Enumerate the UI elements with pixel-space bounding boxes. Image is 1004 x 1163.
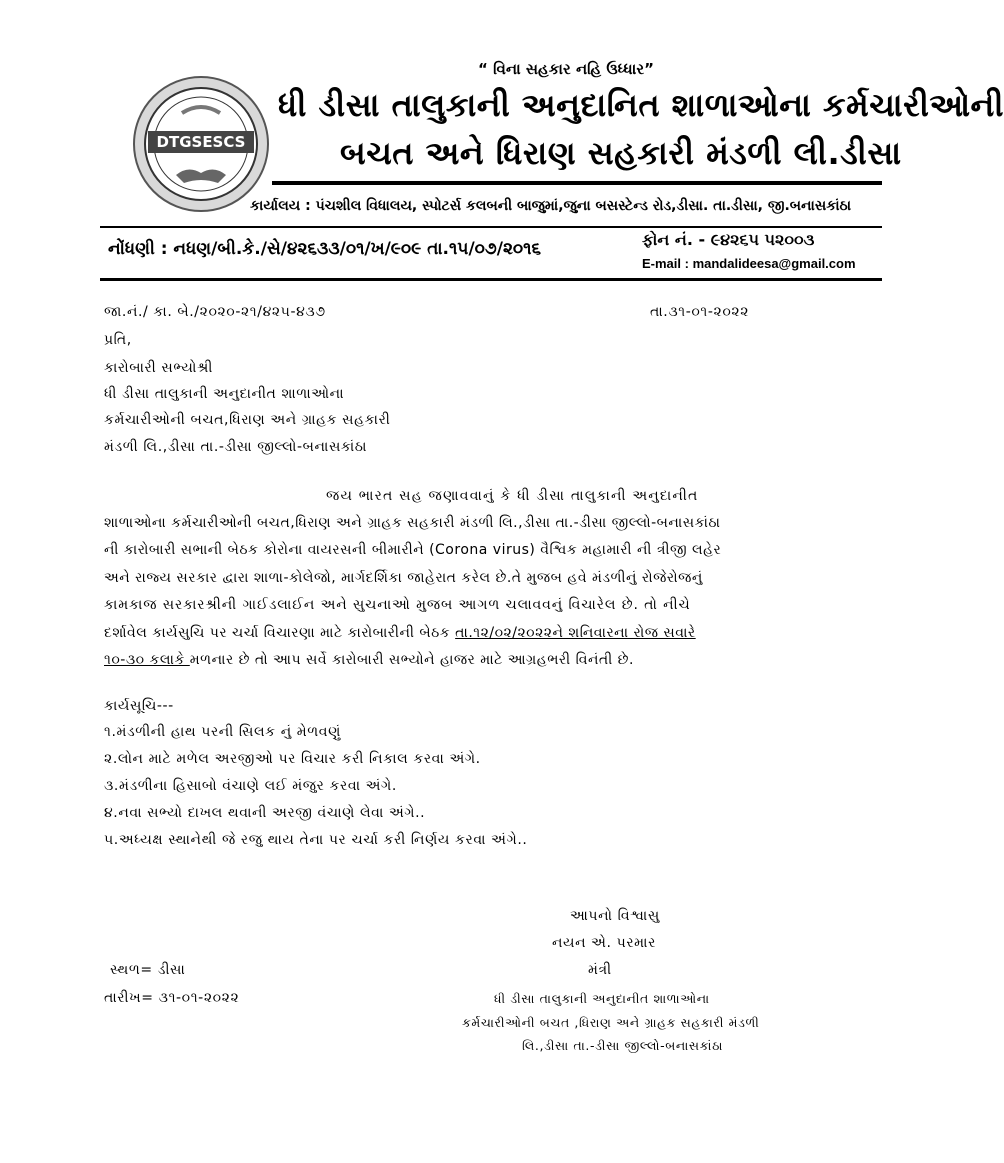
body-text: દર્શાવેલ કાર્યસુચિ પર ચર્ચા વિચારણા માટે કારોબારીની બેઠક: [104, 625, 456, 641]
header-rule: [272, 181, 882, 185]
slogan: “ વિના સહકાર નહિ ઉધ્ધાર”: [478, 60, 654, 78]
meeting-time: ૧૦-૩૦ કલાકે: [104, 652, 190, 668]
agenda-item: ૪.નવા સભ્યો દાખલ થવાની અરજી વંચાણે લેવા અંગે..: [104, 805, 426, 821]
registration-number: નોંધણી : નધણ/બી.કે./સે/૪૨૬૩૩/૦૧/ખ/૯૦૯ તા.૧૫/૦૭/૨૦૧૬: [108, 239, 542, 259]
body-line: ની કારોબારી સભાની બેઠક કોરોના વાયરસની બીમારીને (Corona virus) વૈશ્વિક મહામારી ની ત્રીજી લહેર: [104, 542, 722, 558]
svg-text:DTGSESCS: DTGSESCS: [156, 133, 246, 151]
body-line: અને રાજ્ય સરકાર દ્વારા શાળા-કોલેજો, માર્ગદર્શિકા જાહેરાત કરેલ છે.તે મુજબ હવે મંડળીનું રોજેરોજનું: [104, 570, 703, 586]
agenda-item: ૧.મંડળીની હાથ પરની સિલક નું મેળવણું: [104, 724, 341, 740]
body-text: મળનાર છે તો આપ સર્વે કારોબારી સભ્યોને હાજર માટે આગ્રહભરી વિનંતી છે.: [189, 652, 634, 668]
address-rule: [100, 226, 882, 228]
body-line: કામકાજ સરકારશ્રીની ગાઈડલાઈન અને સુચનાઓ મુજબ આગળ ચલાવવનું વિચારેલ છે. તો નીચે: [104, 597, 691, 613]
agenda-title: કાર્યસૂચિ---: [104, 698, 174, 714]
footer-date: તારીખ= ૩૧-૦૧-૨૦૨૨: [104, 990, 240, 1006]
agenda-item: ૨.લોન માટે મળેલ અરજીઓ પર વિચાર કરી નિકાલ કરવા અંગે.: [104, 751, 481, 767]
phone-number: ફોન નં. - ૯૪૨૬૫ ૫૨૦૦૩: [642, 230, 815, 249]
letterhead-rule: [100, 278, 882, 281]
society-logo: [132, 75, 270, 213]
society-title-line2: બચત અને ધિરાણ સહકારી મંડળી લી.ડીસા: [340, 134, 902, 172]
recipient-line: ધી ડીસા તાલુકાની અનુદાનીત શાળાઓના: [104, 386, 345, 402]
body-line: [104, 625, 696, 641]
signatory-role: મંત્રી: [588, 962, 612, 978]
recipient-line: કર્મચારીઓની બચત,ધિરાણ અને ગ્રાહક સહકારી: [104, 412, 391, 428]
signatory-org-line: ધી ડીસા તાલુકાની અનુદાનીત શાળાઓના: [494, 991, 710, 1006]
email-address: E-mail : mandalideesa@gmail.com: [642, 256, 856, 271]
signatory-name: નયન એ. પરમાર: [552, 935, 656, 951]
agenda-item: ૩.મંડળીના હિસાબો વંચાણે લઈ મંજુર કરવા અંગે.: [104, 778, 397, 794]
recipient-line: પ્રતિ,: [104, 332, 132, 348]
recipient-line: કારોબારી સભ્યોશ્રી: [104, 360, 213, 376]
signatory-org-line: કર્મચારીઓની બચત ,ધિરાણ અને ગ્રાહક સહકારી મંડળી: [462, 1015, 760, 1030]
society-title-line1: ધી ડીસા તાલુકાની અનુદાનિત શાળાઓના કર્મચારીઓની: [278, 86, 1004, 124]
letter-date: તા.૩૧-૦૧-૨૦૨૨: [650, 304, 750, 320]
closing: આપનો વિશ્વાસુ: [570, 908, 660, 924]
meeting-datetime: તા.૧૨/૦૨/૨૦૨૨ને શનિવારના રોજ સવારે: [455, 625, 696, 641]
body-line: જય ભારત સહ જણાવવાનું કે ધી ડીસા તાલુકાની અનુદાનીત: [326, 488, 699, 504]
recipient-line: મંડળી લિ.,ડીસા તા.-ડીસા જીલ્લો-બનાસકાંઠા: [104, 439, 367, 455]
agenda-item: ૫.અધ્યક્ષ સ્થાનેથી જે રજુ થાય તેના પર ચર્ચા કરી નિર્ણય કરવા અંગે..: [104, 832, 528, 848]
body-line: [104, 652, 634, 668]
body-line: શાળાઓના કર્મચારીઓની બચત,ધિરાણ અને ગ્રાહક સહકારી મંડળી લિ.,ડીસા તા.-ડીસા જીલ્લો-બનાસકાંઠા: [104, 515, 721, 531]
reference-number: જા.નં./ કા. બે./૨૦૨૦-૨૧/૪૨૫-૪૩૭: [104, 304, 326, 320]
place: સ્થળ= ડીસા: [110, 962, 186, 978]
office-address: કાર્યાલય : પંચશીલ વિધાલય, સ્પોટર્સ કલબની બાજુમાં,જુના બસસ્ટેન્ડ રોડ,ડીસા. તા.ડીસા, જી.બનાસકાંઠા: [250, 198, 852, 214]
signatory-org-line: લિ.,ડીસા તા.-ડીસા જીલ્લો-બનાસકાંઠા: [522, 1038, 724, 1053]
